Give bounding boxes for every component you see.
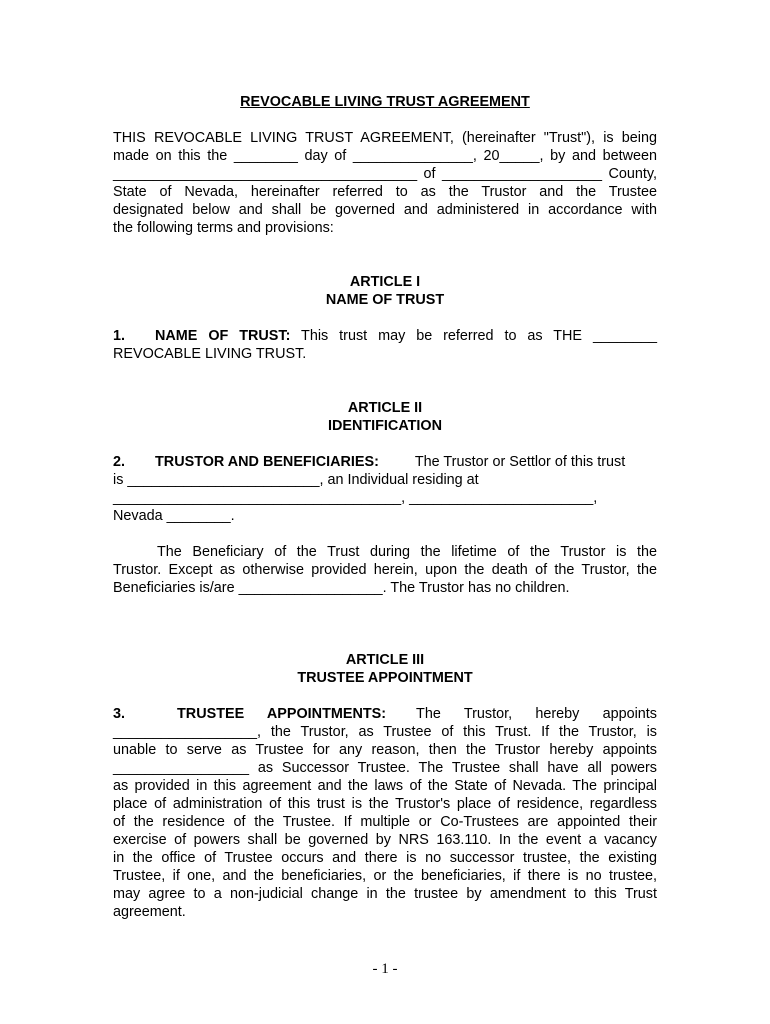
section-3-body-line: place of administration of this trust is the Trustor's place of residence, regardless	[113, 796, 657, 812]
beneficiary-line-3: Beneficiaries is/are __________________. The Trustor has no children.	[113, 580, 570, 596]
section-2-line-4: Nevada ________.	[113, 508, 235, 524]
section-3-body-line: may agree to a non-judicial change in the trustee by amendment to this Trust	[113, 886, 657, 902]
section-2-text: The Trustor or Settlor of this trust	[414, 454, 626, 470]
section-3-label: TRUSTEE APPOINTMENTS:	[177, 706, 387, 722]
section-3-body-line: of the residence of the Trustee. If multiple or Co-Trustees are appointed their	[113, 814, 657, 830]
page-number: - 1 -	[372, 961, 398, 977]
section-3-body-line: Trustee, if one, and the beneficiaries, or the beneficiaries, if there is no trustee,	[113, 868, 657, 884]
section-3-body	[113, 723, 657, 921]
intro-line: the following terms and provisions:	[113, 220, 334, 236]
section-2-label: TRUSTOR AND BENEFICIARIES:	[155, 454, 379, 470]
section-3-number: 3.	[113, 706, 126, 722]
intro-line: THIS REVOCABLE LIVING TRUST AGREEMENT, (hereinafter "Trust"), is being	[113, 130, 657, 146]
section-3-body-line: unable to serve as Trustee for any reason, then the Trustor hereby appoints	[113, 742, 657, 758]
document-page	[113, 93, 657, 921]
section-1-text: This trust may be referred to as THE ________	[290, 328, 657, 344]
section-3-body-line: exercise of powers shall be governed by NRS 163.110. In the event a vacancy	[113, 832, 657, 848]
section-3-body-line: in the office of Trustee occurs and there is no successor trustee, the existing	[113, 850, 657, 866]
article-3-subheading: TRUSTEE APPOINTMENT	[297, 670, 473, 686]
intro-line: made on this the ________ day of _______________, 20_____, by and between	[113, 148, 657, 164]
section-1-number: 1.	[113, 328, 126, 344]
beneficiary-line-2: Trustor. Except as otherwise provided herein, upon the death of the Trustor, the	[113, 562, 657, 578]
intro-line: designated below and shall be governed and administered in accordance with	[113, 202, 657, 218]
section-2-line-3: ____________________________________, _______________________,	[113, 490, 598, 506]
article-2-heading: ARTICLE II	[347, 400, 423, 416]
section-2-line-2: is ________________________, an Individual residing at	[113, 472, 479, 488]
document-title: REVOCABLE LIVING TRUST AGREEMENT	[240, 94, 530, 110]
section-3-body-line: __________________, the Trustor, as Trustee of this Trust. If the Trustor, is	[113, 724, 657, 740]
article-3-heading: ARTICLE III	[345, 652, 425, 668]
section-1-line	[113, 327, 657, 345]
article-1-subheading: NAME OF TRUST	[325, 292, 445, 308]
beneficiary-line-1: The Beneficiary of the Trust during the lifetime of the Trustor is the	[157, 544, 657, 560]
intro-paragraph	[113, 129, 657, 237]
article-1-heading: ARTICLE I	[349, 274, 421, 290]
section-3-text: The Trustor, hereby appoints	[416, 706, 658, 722]
article-2-subheading: IDENTIFICATION	[327, 418, 443, 434]
section-1-label: NAME OF TRUST:	[155, 328, 291, 344]
section-3-body-line: as provided in this agreement and the laws of the State of Nevada. The principal	[113, 778, 657, 794]
section-2-line	[113, 453, 657, 471]
section-2-number: 2.	[113, 454, 126, 470]
section-1-line-2: REVOCABLE LIVING TRUST.	[113, 346, 307, 362]
intro-line: State of Nevada, hereinafter referred to as the Trustor and the Trustee	[113, 184, 657, 200]
intro-line: ______________________________________ of ____________________ County,	[113, 166, 657, 182]
section-3-body-line: agreement.	[113, 904, 186, 920]
section-3-line	[113, 705, 657, 723]
section-3-body-line: _________________ as Successor Trustee. The Trustee shall have all powers	[113, 760, 657, 776]
